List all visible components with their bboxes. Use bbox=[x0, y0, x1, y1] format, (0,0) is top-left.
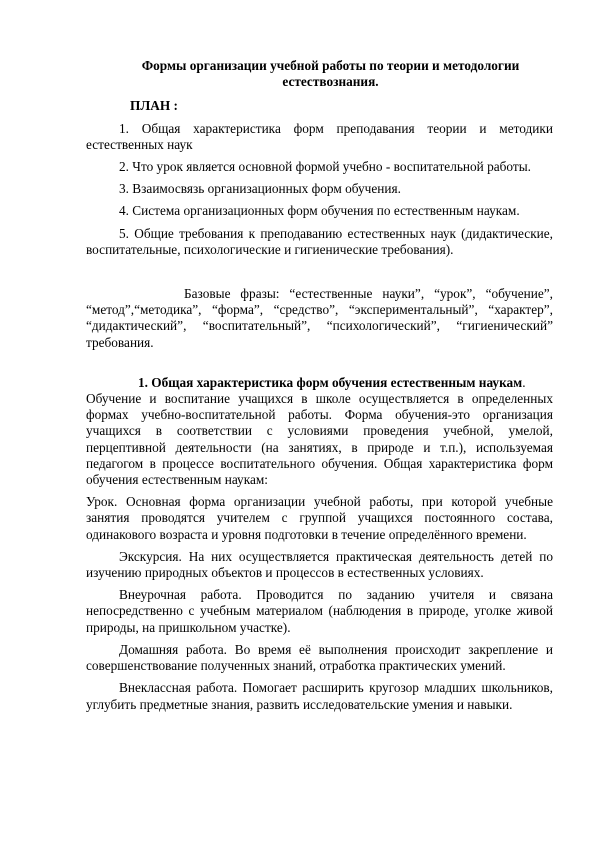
plan-item-3: 3. Взаимосвязь организационных форм обучения. bbox=[119, 181, 401, 197]
section-1-heading-tail: . bbox=[522, 374, 526, 390]
plan-heading: ПЛАН : bbox=[130, 98, 178, 114]
plan-list bbox=[86, 121, 553, 258]
section-1 bbox=[86, 375, 553, 488]
paragraph-homework: Домашняя работа. Во время её выполнения происходит закрепление и совершенствование полученных знаний, отработка практических умений. bbox=[86, 641, 553, 674]
paragraph-lesson: Урок. Основная форма организации учебной работы, при которой учебные занятия проводятся учителем с группой учащихся постоянного состава, одинакового возраста и уровня подготовки в течение определённого времени. bbox=[86, 494, 553, 542]
spacer bbox=[86, 264, 553, 286]
section-1-body: Обучение и воспитание учащихся в школе осуществляется в определенных формах учебно-воспитательной работы. Форма обучения-это организация учащихся в соответствии с условиями проведения учебной, умелой, перцептивной деятельности (на занятиях, в природе и т.п.), используемая педагогом в процессе воспитательного обучения. Общая характеристика форм обучения естественным наукам: bbox=[86, 391, 553, 488]
paragraph-excursion: Экскурсия. На них осуществляется практическая деятельность детей по изучению природных объектов и процессов в естественных условиях. bbox=[86, 548, 553, 581]
paragraph-outside-class: Внеклассная работа. Помогает расширить кругозор младших школьников, углубить предметные знания, развить исследовательские умения и навыки. bbox=[86, 680, 553, 712]
section-1-heading-line bbox=[86, 375, 553, 391]
key-phrases: Базовые фразы: “естественные науки”, “урок”, “обучение”, “метод”,“методика”, “форма”, “средство”, “экспериментальный”, “характер”, “дидактический”, “воспитательный”, “психологический”, “гигиенический” требования. bbox=[86, 286, 553, 350]
plan-item-1: 1. Общая характеристика форм преподавания теории и методики естественных наук bbox=[86, 120, 553, 152]
section-1-heading: 1. Общая характеристика форм обучения естественным наукам bbox=[138, 374, 523, 390]
plan-item-5: 5. Общие требования к преподаванию естественных наук (дидактические, воспитательные, психологические и гигиенические требования). bbox=[86, 225, 553, 257]
spacer bbox=[86, 351, 553, 375]
document-title: Формы организации учебной работы по теории и методологии естествознания. bbox=[141, 58, 520, 90]
paragraph-extracurricular: Внеурочная работа. Проводится по заданию учителя и связана непосредственно с учебным материалом (наблюдения в природе, уголке живой природы, на пришкольном участке). bbox=[86, 587, 553, 635]
plan-item-4: 4. Система организационных форм обучения по естественным наукам. bbox=[119, 203, 520, 219]
plan-item-2: 2. Что урок является основной формой учебно - воспитательной работы. bbox=[119, 159, 531, 175]
